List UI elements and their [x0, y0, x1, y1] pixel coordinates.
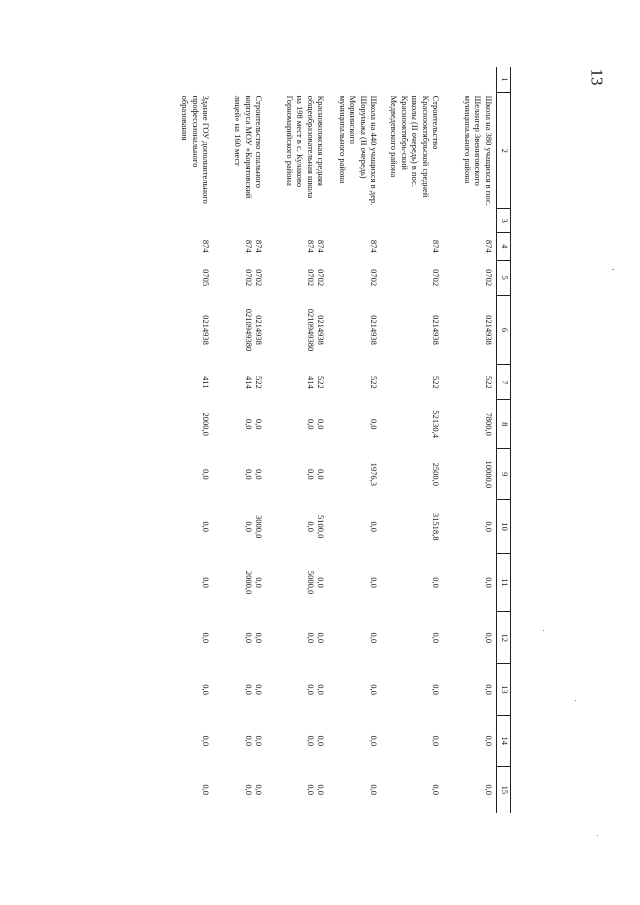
- cell-c8: 0,0 0,0: [305, 418, 327, 430]
- object-name-cell: Строительство спального корпуса МОУ «Корятовский лицей» на 160 мест: [233, 95, 265, 199]
- cell-c4: 874 874: [305, 239, 327, 253]
- cell-c14: 0,0 0,0: [243, 735, 265, 747]
- cell-c13: 0,0: [369, 684, 380, 695]
- cell-c8: 0,0 0,0: [243, 418, 265, 430]
- col-header-9: 9: [497, 449, 511, 500]
- cell-c6: 0214938 0210949380: [305, 308, 327, 352]
- cell-c12: 0,0: [484, 632, 494, 644]
- col-header-8: 8: [497, 400, 511, 449]
- cell-c11: 0,0 5000,0: [305, 570, 327, 595]
- cell-c15: 0,0 0,0: [243, 784, 265, 795]
- cell-c5: 0702: [431, 269, 442, 287]
- scan-mark: [597, 835, 598, 836]
- col-header-14: 14: [497, 715, 511, 766]
- cell-c10: 5100,0 0,0: [305, 514, 327, 539]
- cell-c5: 0702: [369, 269, 380, 287]
- cell-c15: 0,0: [201, 784, 212, 795]
- cell-c14: 0,0: [369, 735, 380, 747]
- cell-c9: 2500,0: [431, 462, 442, 486]
- cell-col-3: [444, 209, 497, 232]
- cell-c5: 0705: [201, 269, 212, 287]
- table-body: [161, 67, 497, 813]
- cell-c12: 0,0 0,0: [305, 632, 327, 644]
- table-row: [161, 67, 214, 813]
- cell-c4: 874 874: [243, 239, 265, 253]
- col-header-1: 1: [497, 67, 511, 93]
- cell-c12: 0,0: [369, 632, 380, 644]
- cell-c6: 0214938: [201, 315, 212, 345]
- table-row: [382, 67, 444, 813]
- cell-c4: 874: [201, 239, 212, 253]
- cell-col-1: [382, 67, 444, 93]
- cell-c6: 0214938 0210949380: [243, 308, 265, 352]
- cell-c13: 0,0: [484, 684, 494, 695]
- cell-c12: 0,0: [201, 632, 212, 644]
- object-name-cell: Школа на 380 учащихся в пос. Шелангер Звениговского муниципального района: [462, 95, 494, 206]
- page-number: 13: [587, 68, 607, 86]
- cell-c15: 0,0: [431, 784, 442, 795]
- cell-col-3: [329, 209, 382, 232]
- cell-c5: 0702 0702: [305, 269, 327, 287]
- cell-col-1: [329, 67, 382, 93]
- cell-c9: 0,0 0,0: [305, 468, 327, 480]
- cell-c5: 0702 0702: [243, 269, 265, 287]
- scan-mark: [612, 269, 614, 270]
- table-rotated-container: [96, 67, 511, 813]
- table-row: [214, 67, 267, 813]
- col-header-10: 10: [497, 500, 511, 554]
- cell-c8: 2000,0: [201, 412, 212, 436]
- cell-c9: 1976,3: [369, 462, 380, 486]
- object-name-cell: Красноволжская средняя общеобразовательная школа на 198 мест в с. Кулаково Горномарийского района: [284, 95, 327, 199]
- cell-c8: 0,0: [369, 418, 380, 430]
- cell-c10: 0,0: [484, 521, 494, 532]
- cell-c11: 0,0: [484, 577, 494, 588]
- cell-c6: 0214938: [484, 315, 494, 345]
- cell-col-3: [161, 209, 214, 232]
- cell-c9: 10000,0: [484, 460, 494, 489]
- cell-col-1: [267, 67, 329, 93]
- object-name-cell: Школа на 440 учащихся в дер. Шоруньжа (II очередь) Моркинского муниципального района: [337, 95, 380, 206]
- cell-c4: 874: [369, 239, 380, 253]
- table-row: [329, 67, 382, 813]
- col-header-12: 12: [497, 612, 511, 664]
- col-header-13: 13: [497, 664, 511, 715]
- cell-c14: 0,0 0,0: [305, 735, 327, 747]
- cell-c10: 0,0: [201, 521, 212, 532]
- cell-c7: 522 414: [243, 375, 265, 389]
- scan-mark: [543, 630, 544, 631]
- cell-c11: 0,0 2000,0: [243, 570, 265, 595]
- col-header-4: 4: [497, 232, 511, 260]
- cell-c14: 0,0: [484, 735, 494, 747]
- cell-c7: 522 414: [305, 375, 327, 389]
- cell-c13: 0,0 0,0: [305, 684, 327, 695]
- cell-c10: 31518,8: [431, 512, 442, 541]
- column-header-row: [497, 67, 511, 813]
- cell-c8: 52130,4: [431, 410, 442, 439]
- cell-c7: 522: [369, 375, 380, 389]
- cell-c11: 0,0: [431, 577, 442, 588]
- table-row: [444, 67, 497, 813]
- cell-c7: 411: [201, 376, 212, 389]
- cell-c11: 0,0: [369, 577, 380, 588]
- cell-col-3: [214, 209, 267, 232]
- cell-c13: 0,0 0,0: [243, 684, 265, 695]
- cell-c15: 0,0: [484, 784, 494, 795]
- table-row: [267, 67, 329, 813]
- cell-col-1: [444, 67, 497, 93]
- cell-c12: 0,0 0,0: [243, 632, 265, 644]
- cell-c12: 0,0: [431, 632, 442, 644]
- cell-c6: 0214938: [431, 315, 442, 345]
- cell-col-1: [161, 67, 214, 93]
- cell-c7: 522: [484, 375, 494, 389]
- cell-c13: 0,0: [201, 684, 212, 695]
- object-name-cell: Строительство Краснооктябрьской средней школы (II очередь) в пос. Краснооктябрь-ский Медведевского района: [389, 95, 442, 198]
- cell-c6: 0214938: [369, 315, 380, 345]
- cell-c5: 0702: [484, 269, 494, 287]
- cell-c9: 0,0 0,0: [243, 468, 265, 480]
- col-header-6: 6: [497, 295, 511, 365]
- col-header-3: 3: [497, 209, 511, 232]
- budget-table: [161, 67, 512, 813]
- cell-c9: 0,0: [201, 468, 212, 480]
- cell-c14: 0,0: [431, 735, 442, 747]
- cell-c8: 7800,0: [484, 412, 494, 436]
- cell-c4: 874: [484, 239, 494, 253]
- col-header-15: 15: [497, 766, 511, 813]
- col-header-5: 5: [497, 260, 511, 295]
- col-header-11: 11: [497, 553, 511, 611]
- object-name-cell: Здание ГОУ дополнительного профессионального образования: [180, 95, 212, 204]
- cell-c15: 0,0 0,0: [305, 784, 327, 795]
- cell-c10: 0,0: [369, 521, 380, 532]
- cell-col-3: [382, 209, 444, 232]
- cell-c13: 0,0: [431, 684, 442, 695]
- cell-c10: 3000,0 0,0: [243, 514, 265, 539]
- cell-c4: 874: [431, 239, 442, 253]
- cell-col-1: [214, 67, 267, 93]
- cell-c11: 0,0: [201, 577, 212, 588]
- cell-c15: 0,0: [369, 784, 380, 795]
- col-header-2: 2: [497, 93, 511, 209]
- cell-c14: 0,0: [201, 735, 212, 747]
- cell-col-3: [267, 209, 329, 232]
- cell-c7: 522: [431, 375, 442, 389]
- col-header-7: 7: [497, 365, 511, 400]
- scan-mark: [575, 700, 576, 701]
